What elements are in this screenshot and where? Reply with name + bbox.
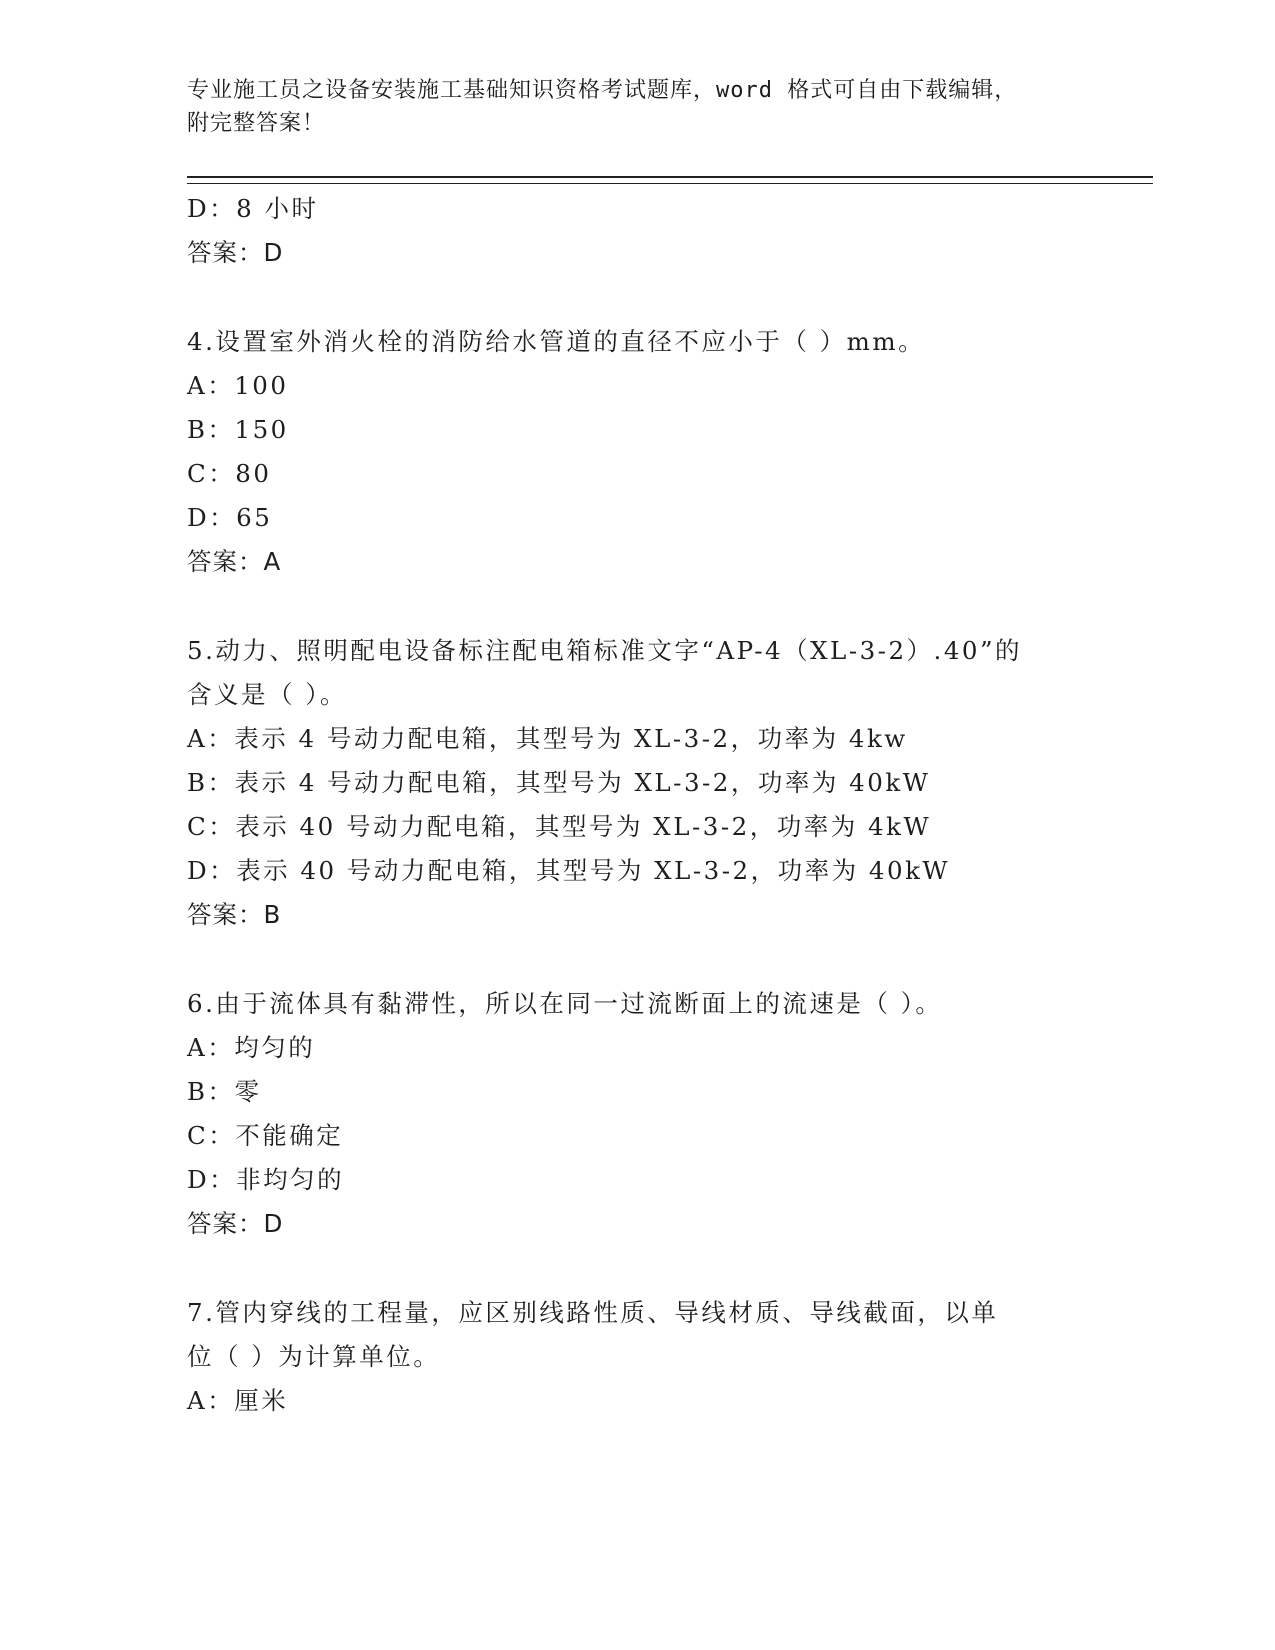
question-5-option-c: C：表示 40 号动力配电箱，其型号为 XL-3-2，功率为 4kW bbox=[187, 812, 932, 841]
question-4-option-c: C：80 bbox=[187, 459, 272, 488]
question-5-option-b: B：表示 4 号动力配电箱，其型号为 XL-3-2，功率为 40kW bbox=[187, 768, 931, 797]
question-4-option-b: B：150 bbox=[187, 415, 289, 444]
question-6-stem: 6.由于流体具有黏滞性，所以在同一过流断面上的流速是（ ）。 bbox=[187, 989, 943, 1018]
question-4-answer: 答案：A bbox=[187, 547, 282, 576]
header-line-2: 附完整答案！ bbox=[187, 111, 326, 136]
question-4-stem: 4.设置室外消火栓的消防给水管道的直径不应小于（ ）mm。 bbox=[187, 327, 926, 356]
question-7-stem-line-1: 7.管内穿线的工程量，应区别线路性质、导线材质、导线截面，以单 bbox=[187, 1298, 999, 1327]
question-5-stem-line-1: 5.动力、照明配电设备标注配电箱标准文字“AP-4（XL-3-2）.40”的 bbox=[187, 636, 1023, 665]
question-6-option-c: C：不能确定 bbox=[187, 1121, 344, 1150]
header-line-1: 专业施工员之设备安装施工基础知识资格考试题库，word 格式可自由下载编辑， bbox=[187, 78, 1018, 103]
question-6-option-b: B：零 bbox=[187, 1077, 262, 1106]
question-5-option-d: D：表示 40 号动力配电箱，其型号为 XL-3-2，功率为 40kW bbox=[187, 856, 951, 885]
page-header bbox=[187, 74, 1087, 140]
question-4-option-a: A：100 bbox=[187, 371, 289, 400]
question-4-option-d: D：65 bbox=[187, 503, 273, 532]
question-5-stem-line-2: 含义是（ ）。 bbox=[187, 680, 348, 709]
question-6-option-d: D：非均匀的 bbox=[187, 1165, 345, 1194]
header-divider-thick bbox=[187, 176, 1153, 178]
question-5-answer: 答案：B bbox=[187, 900, 282, 929]
question-6-answer: 答案：D bbox=[187, 1209, 284, 1238]
question-7-stem-line-2: 位（ ）为计算单位。 bbox=[187, 1342, 441, 1371]
question-5-option-a: A：表示 4 号动力配电箱，其型号为 XL-3-2，功率为 4kw bbox=[187, 724, 908, 753]
header-divider-thin bbox=[187, 183, 1153, 184]
option-d-prev: D：8 小时 bbox=[187, 194, 319, 223]
question-7-option-a: A：厘米 bbox=[187, 1386, 289, 1415]
answer-prev: 答案：D bbox=[187, 238, 284, 267]
question-6-option-a: A：均匀的 bbox=[187, 1033, 316, 1062]
